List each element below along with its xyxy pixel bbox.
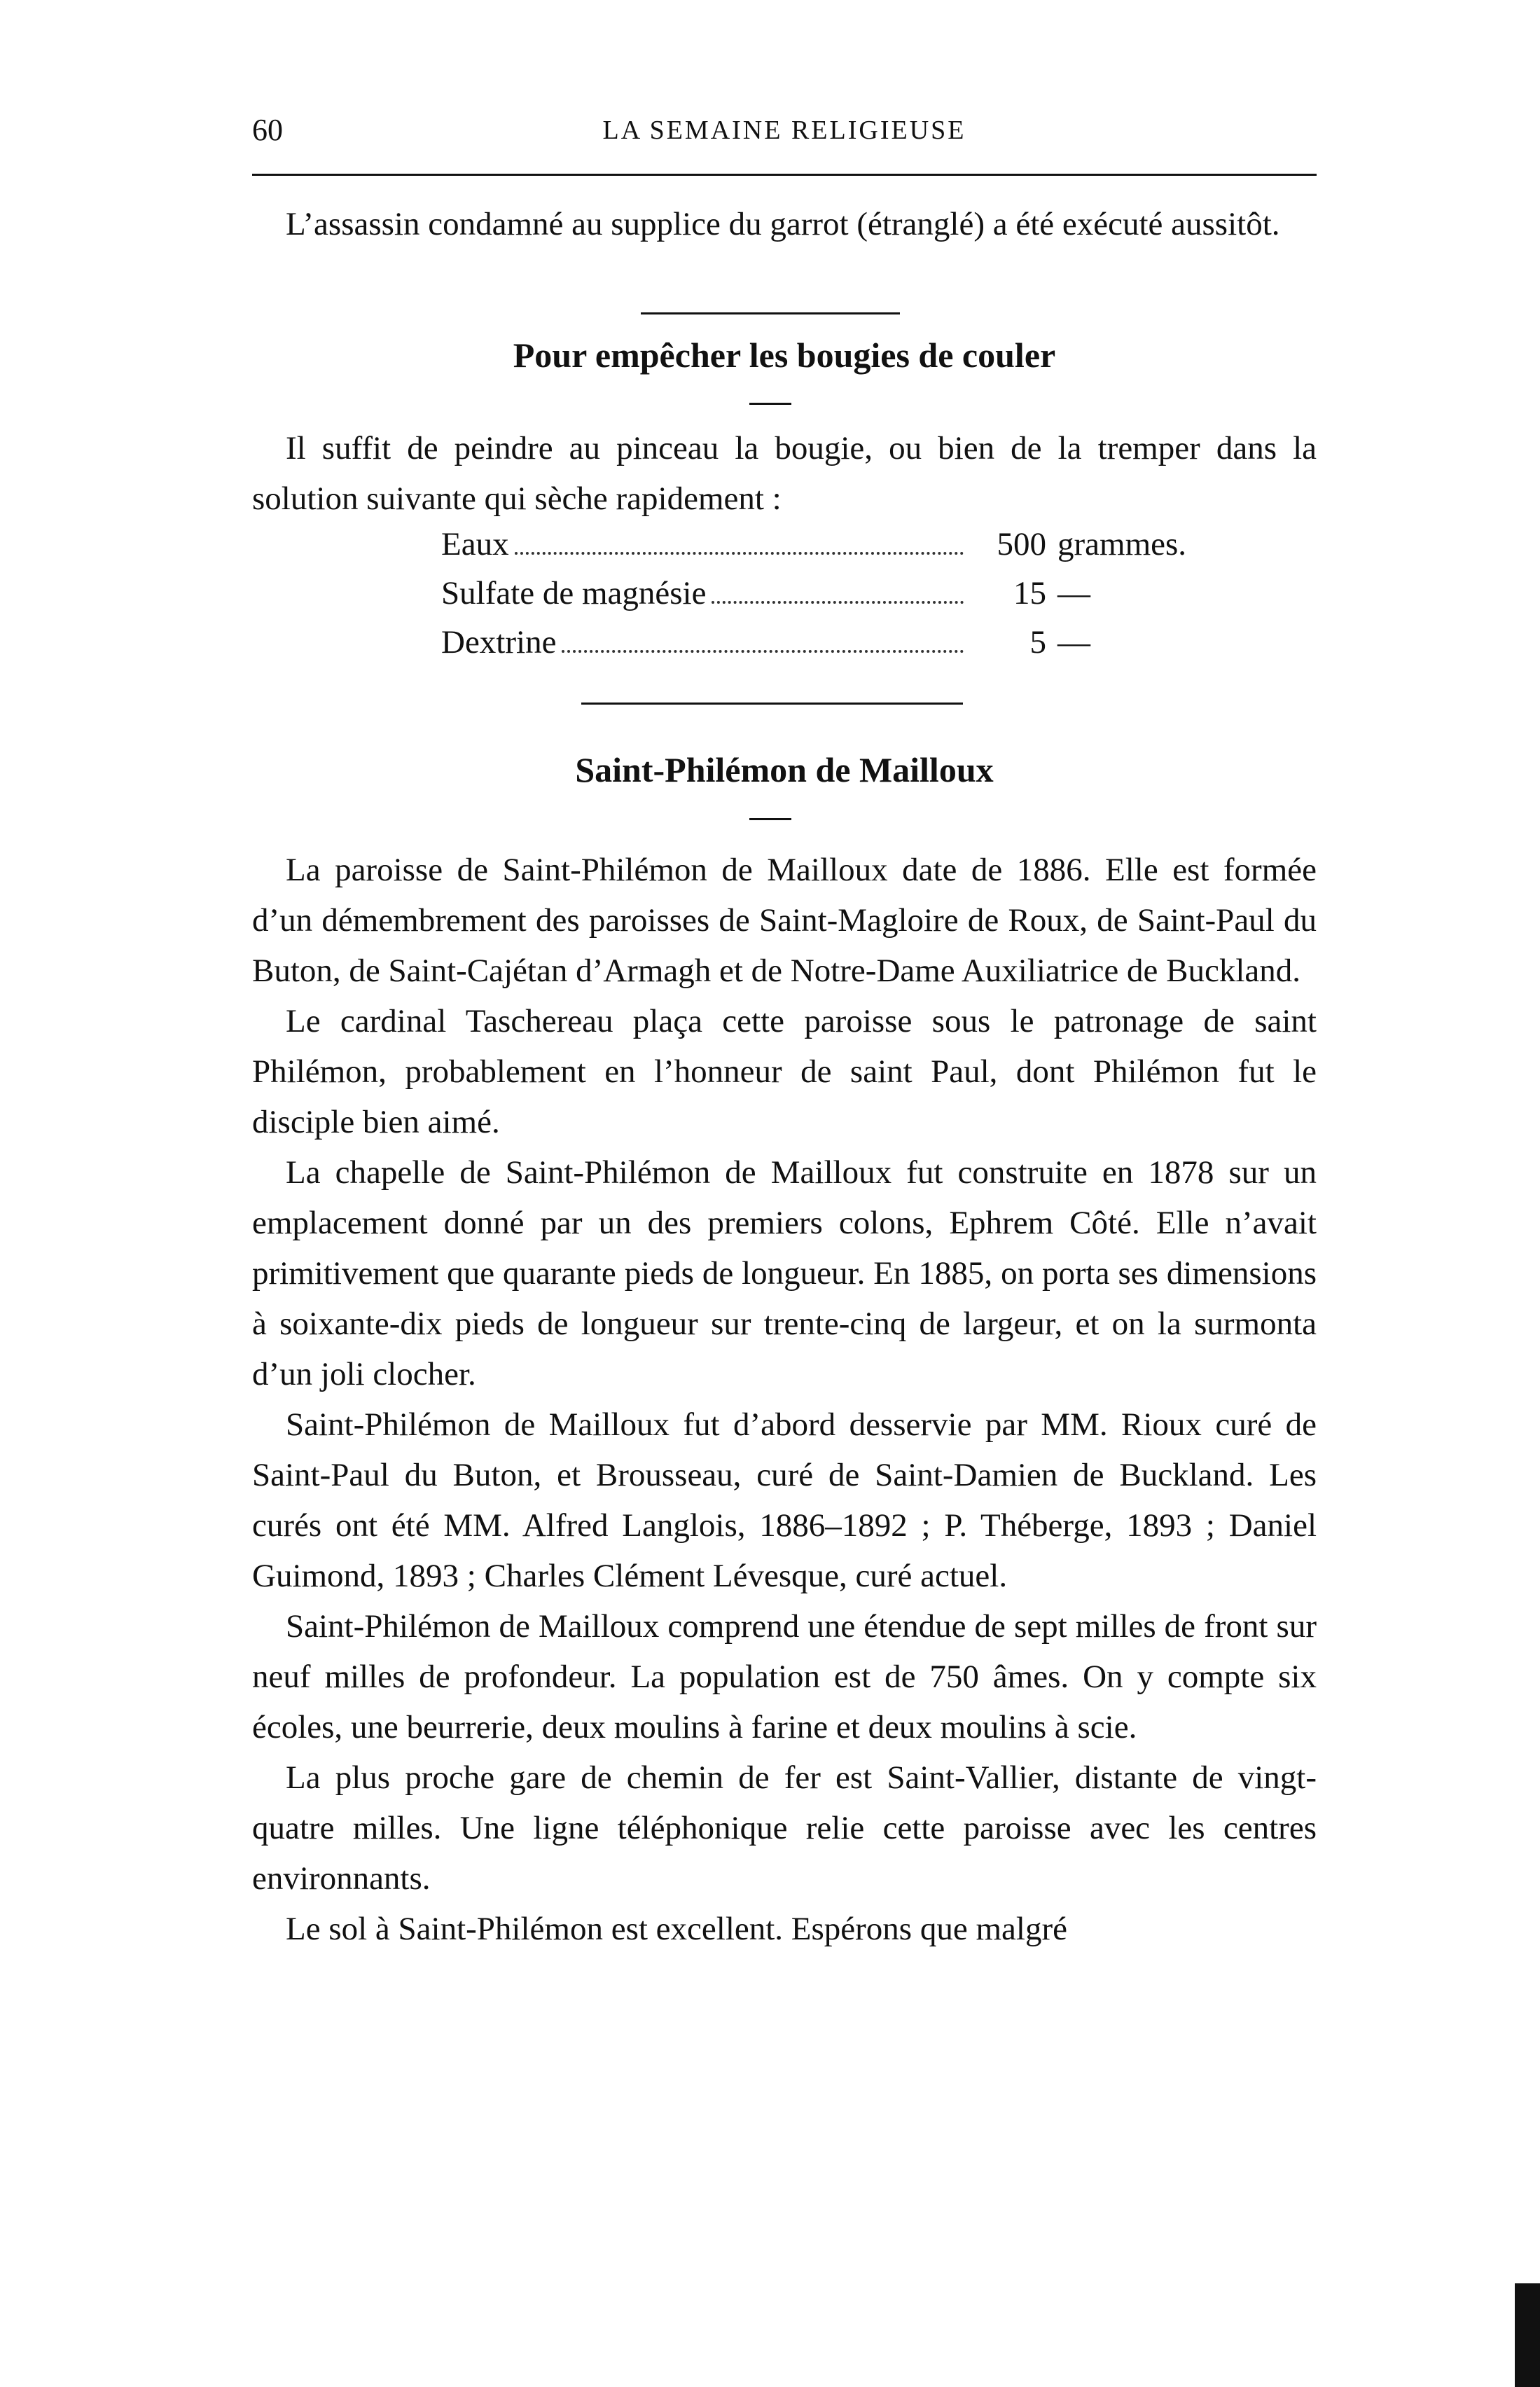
intro-paragraph: L’assassin condamné au supplice du garrot (étranglé) a été exécuté aussitôt.	[286, 206, 1280, 242]
recipe-list	[441, 520, 1233, 667]
section-title-saint-philemon: Saint-Philémon de Mailloux	[575, 750, 994, 789]
section1-body: Il suffit de peindre au pinceau la bougie, ou bien de la tremper dans la solution suivante qui sèche rapidement :	[252, 430, 1317, 517]
dot-leader	[515, 552, 964, 555]
recipe-quantity: 5	[1029, 624, 1046, 660]
title-dash	[749, 818, 791, 820]
recipe-item: Dextrine	[441, 624, 557, 660]
section1-text	[252, 423, 1317, 524]
header-rule	[252, 174, 1317, 176]
page-number: 60	[252, 113, 283, 147]
page-edge-mark	[1515, 2283, 1540, 2387]
recipe-item: Sulfate de magnésie	[441, 575, 707, 611]
recipe-row	[441, 569, 1233, 618]
recipe-row	[441, 618, 1233, 667]
paragraph: Le sol à Saint-Philémon est excellent. Espérons que malgré	[286, 1911, 1067, 1947]
paragraph: Le cardinal Taschereau plaça cette paroisse sous le patronage de saint Philémon, probablement en l’honneur de saint Paul, dont Philémon fut le disciple bien aimé.	[252, 1003, 1317, 1140]
recipe-quantity: 500	[997, 526, 1046, 562]
section-divider-rule	[641, 312, 900, 314]
intro-text	[252, 199, 1317, 249]
paragraph: La plus proche gare de chemin de fer est Saint-Vallier, distante de vingt-quatre milles. Une ligne téléphonique relie cette paroisse avec les centres environnants.	[252, 1759, 1317, 1897]
running-header	[252, 112, 1317, 154]
recipe-unit: grammes.	[1057, 526, 1187, 562]
paragraph: La paroisse de Saint-Philémon de Mailloux date de 1886. Elle est formée d’un démembrement des paroisses de Saint-Magloire de Roux, de Saint-Paul du Buton, de Saint-Cajétan d’Armagh et de Notre-Dame Auxiliatrice de Buckland.	[252, 852, 1317, 989]
dot-leader	[712, 601, 964, 604]
recipe-unit: —	[1057, 575, 1090, 611]
section-title-bougies: Pour empêcher les bougies de couler	[513, 335, 1056, 375]
paragraph: La chapelle de Saint-Philémon de Mailloux fut construite en 1878 sur un emplacement donné par un des premiers colons, Ephrem Côté. Elle n’avait primitivement que quarante pieds de longueur. En 1885, on porta ses dimensions à soixante-dix pieds de longueur sur trente-cinq de largeur, et on la surmonta d’un joli clocher.	[252, 1154, 1317, 1392]
recipe-row	[441, 520, 1233, 569]
dot-leader	[562, 650, 964, 653]
section-divider-rule	[581, 703, 963, 705]
title-dash	[749, 403, 791, 405]
recipe-unit: —	[1057, 624, 1090, 660]
running-title: LA SEMAINE RELIGIEUSE	[602, 116, 966, 145]
paragraph: Saint-Philémon de Mailloux comprend une étendue de sept milles de front sur neuf milles de profondeur. La population est de 750 âmes. On y compte six écoles, une beurrerie, deux moulins à farine et deux moulins à scie.	[252, 1608, 1317, 1745]
recipe-item: Eaux	[441, 526, 509, 562]
recipe-quantity: 15	[1013, 575, 1046, 611]
paragraph: Saint-Philémon de Mailloux fut d’abord desservie par MM. Rioux curé de Saint-Paul du Buton, et Brousseau, curé de Saint-Damien de Buckland. Les curés ont été MM. Alfred Langlois, 1886–1892 ; P. Théberge, 1893 ; Daniel Guimond, 1893 ; Charles Clément Lévesque, curé actuel.	[252, 1406, 1317, 1594]
section2-text	[252, 845, 1317, 1954]
